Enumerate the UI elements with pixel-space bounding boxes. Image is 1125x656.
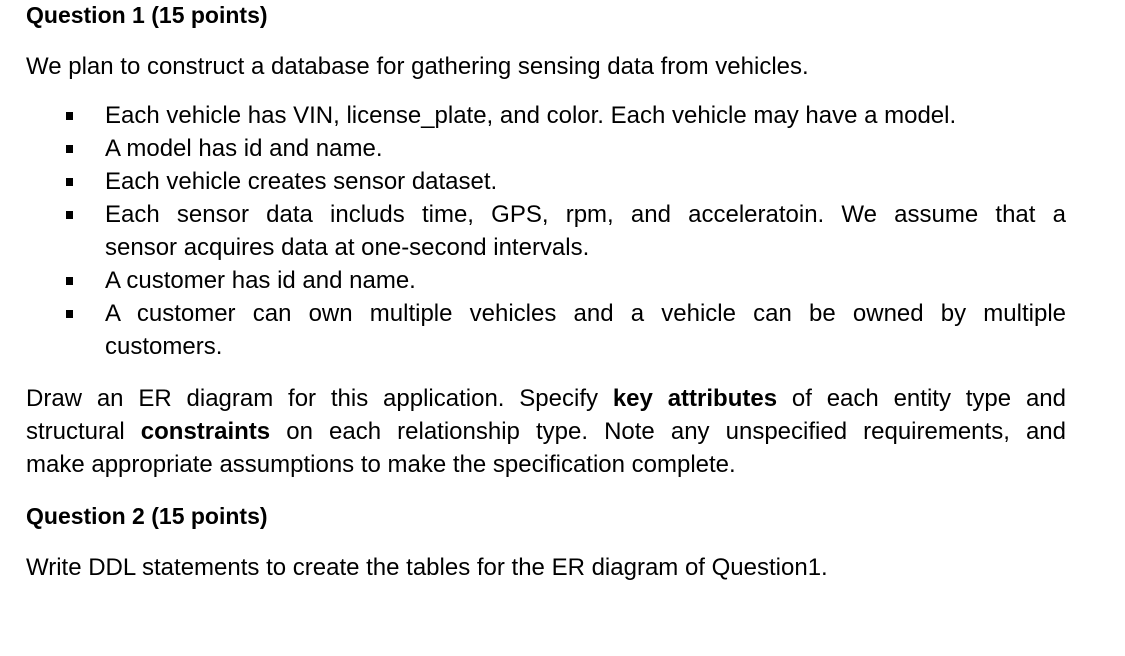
question-1-task — [26, 382, 1066, 481]
list-item — [60, 99, 1066, 132]
square-bullet-icon — [66, 178, 73, 186]
task-line — [26, 382, 1066, 415]
list-item-text: A customer has id and name. — [105, 267, 416, 294]
task-line — [26, 415, 1066, 448]
question-2-text: Write DDL statements to create the tables for the ER diagram of Question1. — [26, 554, 828, 581]
list-item — [60, 297, 1066, 363]
task-text: structural — [26, 418, 141, 445]
task-text: make appropriate assumptions to make the specification complete. — [26, 451, 736, 478]
list-item-text: A model has id and name. — [105, 135, 383, 162]
task-text: on each relationship type. Note any unspecified requirements, and — [270, 418, 1066, 445]
question-1-heading: Question 1 (15 points) — [26, 2, 268, 28]
list-item-line: A customer can own multiple vehicles and a vehicle can be owned by multiple — [105, 300, 1066, 327]
task-emphasis: key attributes — [612, 385, 778, 412]
list-item-text — [105, 198, 1066, 264]
list-item-text — [105, 297, 1066, 363]
question-1-intro: We plan to construct a database for gathering sensing data from vehicles. — [26, 53, 809, 80]
square-bullet-icon — [66, 211, 73, 219]
square-bullet-icon — [66, 112, 73, 120]
list-item — [60, 264, 1066, 297]
task-text: of each entity type and — [777, 385, 1066, 412]
task-emphasis: constraints — [140, 418, 271, 445]
question-2-heading: Question 2 (15 points) — [26, 503, 268, 529]
task-text: Draw an ER diagram for this application. Specify — [26, 385, 613, 412]
requirements-list — [60, 99, 1066, 363]
list-item — [60, 198, 1066, 264]
list-item — [60, 165, 1066, 198]
list-item-line: customers. — [105, 333, 223, 360]
square-bullet-icon — [66, 310, 73, 318]
list-item-text: Each vehicle creates sensor dataset. — [105, 168, 498, 195]
list-item — [60, 132, 1066, 165]
square-bullet-icon — [66, 145, 73, 153]
square-bullet-icon — [66, 277, 73, 285]
list-item-line: sensor acquires data at one-second intervals. — [105, 234, 590, 261]
list-item-text: Each vehicle has VIN, license_plate, and color. Each vehicle may have a model. — [105, 102, 957, 129]
task-line — [26, 448, 1066, 481]
list-item-line: Each sensor data includs time, GPS, rpm, and acceleratoin. We assume that a — [105, 201, 1066, 228]
